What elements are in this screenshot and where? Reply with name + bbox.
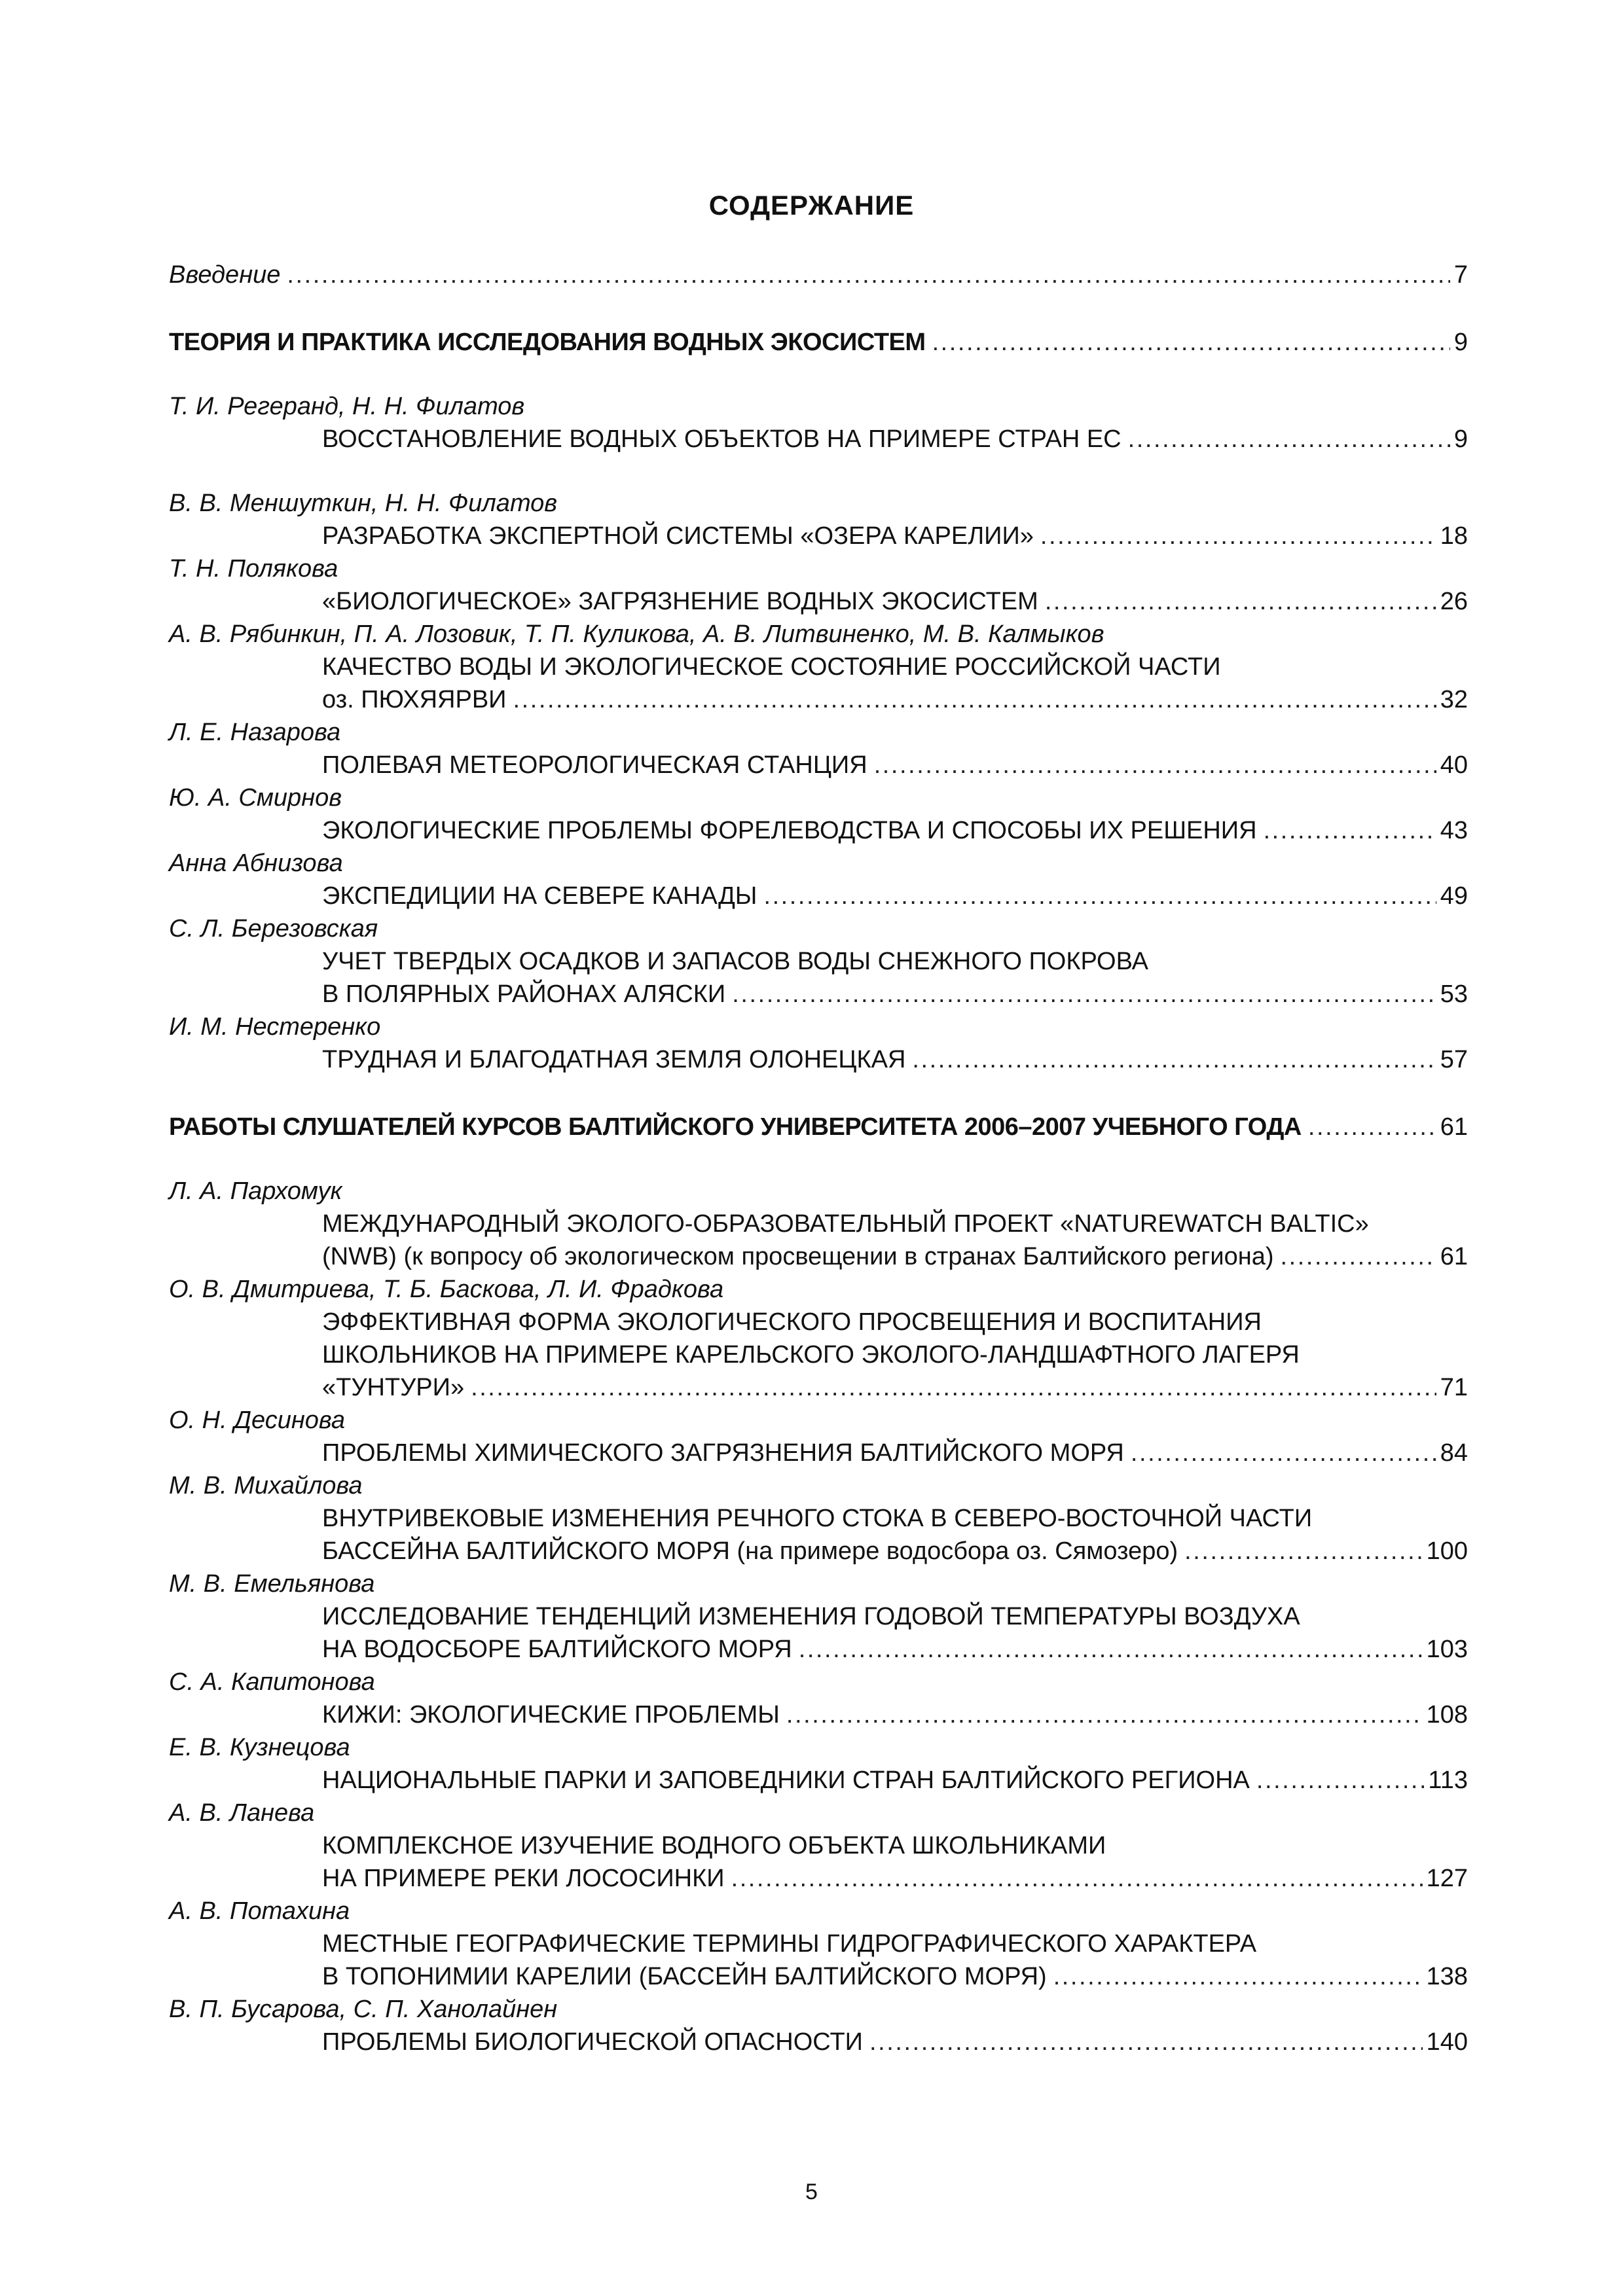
toc-entry-title-line: МЕСТНЫЕ ГЕОГРАФИЧЕСКИЕ ТЕРМИНЫ ГИДРОГРАФИЧЕСКОГО ХАРАКТЕРА xyxy=(322,1930,1257,1958)
toc-entry-authors: Ю. А. Смирнов xyxy=(169,784,342,812)
toc-entry xyxy=(169,390,1468,456)
toc-entry xyxy=(169,487,1468,552)
toc-entry-authors: Т. И. Регеранд, Н. Н. Филатов xyxy=(169,393,525,420)
toc-entry-title-text: КИЖИ: ЭКОЛОГИЧЕСКИЕ ПРОБЛЕМЫ xyxy=(322,1701,780,1729)
toc-entry-title[interactable] xyxy=(169,1862,1468,1895)
page-number: 5 xyxy=(805,2179,818,2204)
leader-dots xyxy=(732,978,1436,1011)
toc-entry-authors: О. Н. Десинова xyxy=(169,1407,346,1434)
toc-entry-title[interactable] xyxy=(169,2026,1468,2058)
leader-dots xyxy=(869,2026,1423,2058)
toc-entry-authors: Л. А. Пархомук xyxy=(169,1177,342,1205)
toc-entry-authors: В. П. Бусарова, С. П. Ханолайнен xyxy=(169,1996,558,2023)
toc-entry-title-line: ВНУТРИВЕКОВЫЕ ИЗМЕНЕНИЯ РЕЧНОГО СТОКА В СЕВЕРО-ВОСТОЧНОЙ ЧАСТИ xyxy=(322,1505,1313,1532)
toc-entry-title-text: ВОССТАНОВЛЕНИЕ ВОДНЫХ ОБЪЕКТОВ НА ПРИМЕРЕ СТРАН ЕС xyxy=(322,425,1122,453)
toc-entry-authors: Т. Н. Полякова xyxy=(169,555,338,583)
toc-entry-authors: И. М. Нестеренко xyxy=(169,1013,381,1041)
toc-entry xyxy=(169,781,1468,847)
toc-entry-title-text: ПРОБЛЕМЫ ХИМИЧЕСКОГО ЗАГРЯЗНЕНИЯ БАЛТИЙСКОГО МОРЯ xyxy=(322,1439,1124,1467)
page-title: СОДЕРЖАНИЕ xyxy=(708,190,915,221)
toc-entry-authors: С. А. Капитонова xyxy=(169,1668,375,1696)
toc-entry-title[interactable] xyxy=(169,1698,1468,1731)
toc-intro-line[interactable] xyxy=(169,259,1468,291)
toc-entry-authors: Анна Абнизова xyxy=(169,850,343,877)
leader-dots xyxy=(1281,1240,1436,1273)
toc-entry-title-page: 140 xyxy=(1426,2028,1468,2056)
toc-entry-authors: А. В. Ланева xyxy=(169,1799,315,1827)
toc-entry-title-text: ЭКОЛОГИЧЕСКИЕ ПРОБЛЕМЫ ФОРЕЛЕВОДСТВА И СПОСОБЫ ИХ РЕШЕНИЯ xyxy=(322,817,1257,844)
toc-entry-authors: Л. Е. Назарова xyxy=(169,719,341,746)
toc-entry-title-page: 32 xyxy=(1440,686,1468,713)
toc-entry-title-text: НАЦИОНАЛЬНЫЕ ПАРКИ И ЗАПОВЕДНИКИ СТРАН БАЛТИЙСКОГО РЕГИОНА xyxy=(322,1767,1250,1794)
toc-entry-authors: М. В. Емельянова xyxy=(169,1570,375,1598)
toc-entry-title-line: ИССЛЕДОВАНИЕ ТЕНДЕНЦИЙ ИЗМЕНЕНИЯ ГОДОВОЙ ТЕМПЕРАТУРЫ ВОЗДУХА xyxy=(322,1603,1300,1630)
toc-entry-title-text: ЭКСПЕДИЦИИ НА СЕВЕРЕ КАНАДЫ xyxy=(322,882,757,910)
spacer xyxy=(169,291,1468,326)
toc-entry-title-text: оз. ПЮХЯЯРВИ xyxy=(322,686,507,713)
leader-dots xyxy=(1184,1535,1422,1568)
toc-entry-authors: О. В. Дмитриева, Т. Б. Баскова, Л. И. Фрадкова xyxy=(169,1276,724,1303)
toc-entry-title-page: 108 xyxy=(1426,1701,1468,1729)
toc-entry-title[interactable] xyxy=(169,814,1468,847)
toc-section-heading-page: 61 xyxy=(1440,1113,1468,1141)
toc-entry-title-page: 100 xyxy=(1426,1537,1468,1565)
leader-dots xyxy=(731,1862,1423,1895)
toc-entry-title[interactable] xyxy=(169,1240,1468,1273)
toc-entry-title[interactable] xyxy=(169,520,1468,552)
toc-section-heading-text: РАБОТЫ СЛУШАТЕЛЕЙ КУРСОВ БАЛТИЙСКОГО УНИВЕРСИТЕТА 2006–2007 УЧЕБНОГО ГОДА xyxy=(169,1113,1302,1141)
toc-entry-title-page: 127 xyxy=(1426,1865,1468,1892)
toc-entry-title-text: ТРУДНАЯ И БЛАГОДАТНАЯ ЗЕМЛЯ ОЛОНЕЦКАЯ xyxy=(322,1046,906,1073)
leader-dots xyxy=(799,1633,1423,1666)
toc-entry-title-page: 61 xyxy=(1440,1243,1468,1270)
toc-entry-title-text: БАССЕЙНА БАЛТИЙСКОГО МОРЯ (на примере водосбора оз. Сямозеро) xyxy=(322,1537,1178,1565)
toc-entry-title-line: ШКОЛЬНИКОВ НА ПРИМЕРЕ КАРЕЛЬСКОГО ЭКОЛОГО-ЛАНДШАФТНОГО ЛАГЕРЯ xyxy=(322,1341,1300,1369)
leader-dots xyxy=(287,259,1450,291)
toc-entry xyxy=(169,1469,1468,1568)
toc-entry-title-text: НА ПРИМЕРЕ РЕКИ ЛОСОСИНКИ xyxy=(322,1865,725,1892)
toc-entry-title-page: 18 xyxy=(1440,522,1468,550)
spacer xyxy=(169,456,1468,487)
leader-dots xyxy=(513,683,1436,716)
table-of-contents xyxy=(169,259,1468,2058)
toc-entry-title[interactable] xyxy=(169,749,1468,781)
toc-intro-page: 7 xyxy=(1453,261,1468,289)
toc-entry-authors: С. Л. Березовская xyxy=(169,915,378,942)
toc-entry-title-text: НА ВОДОСБОРЕ БАЛТИЙСКОГО МОРЯ xyxy=(322,1636,792,1663)
toc-entry-title[interactable] xyxy=(169,1437,1468,1469)
toc-entry xyxy=(169,847,1468,912)
toc-entry-title-text: В ПОЛЯРНЫХ РАЙОНАХ АЛЯСКИ xyxy=(322,980,726,1008)
leader-dots xyxy=(1128,423,1450,456)
leader-dots xyxy=(763,880,1436,912)
toc-entry-title-line: УЧЕТ ТВЕРДЫХ ОСАДКОВ И ЗАПАСОВ ВОДЫ СНЕЖНОГО ПОКРОВА xyxy=(322,948,1148,975)
toc-entry-title-line: КОМПЛЕКСНОЕ ИЗУЧЕНИЕ ВОДНОГО ОБЪЕКТА ШКОЛЬНИКАМИ xyxy=(322,1832,1106,1859)
toc-entry-title-line: ЭФФЕКТИВНАЯ ФОРМА ЭКОЛОГИЧЕСКОГО ПРОСВЕЩЕНИЯ И ВОСПИТАНИЯ xyxy=(322,1308,1262,1336)
toc-entry-title[interactable] xyxy=(169,880,1468,912)
toc-entry-title-text: РАЗРАБОТКА ЭКСПЕРТНОЙ СИСТЕМЫ «ОЗЕРА КАРЕЛИИ» xyxy=(322,522,1034,550)
spacer xyxy=(169,1143,1468,1175)
toc-entry-title-text: В ТОПОНИМИИ КАРЕЛИИ (БАССЕЙН БАЛТИЙСКОГО МОРЯ) xyxy=(322,1963,1047,1990)
toc-entry-authors: Е. В. Кузнецова xyxy=(169,1734,350,1761)
toc-entry-title-page: 138 xyxy=(1426,1963,1468,1990)
toc-entry-title[interactable] xyxy=(169,585,1468,618)
toc-entry-title[interactable] xyxy=(169,1633,1468,1666)
toc-entry xyxy=(169,1797,1468,1895)
toc-section-heading-text: ТЕОРИЯ И ПРАКТИКА ИССЛЕДОВАНИЯ ВОДНЫХ ЭКОСИСТЕМ xyxy=(169,329,926,356)
toc-entry xyxy=(169,552,1468,618)
toc-entry-title-page: 9 xyxy=(1453,425,1468,453)
spacer xyxy=(169,1076,1468,1111)
toc-entry-title-page: 43 xyxy=(1440,817,1468,844)
toc-entry-title-page: 71 xyxy=(1440,1374,1468,1401)
toc-entry xyxy=(169,1993,1468,2058)
toc-entry-title-text: «БИОЛОГИЧЕСКОЕ» ЗАГРЯЗНЕНИЕ ВОДНЫХ ЭКОСИСТЕМ xyxy=(322,588,1038,615)
toc-entry xyxy=(169,1895,1468,1993)
leader-dots xyxy=(786,1698,1423,1731)
toc-entry-title[interactable] xyxy=(169,1535,1468,1568)
leader-dots xyxy=(1308,1111,1436,1143)
leader-dots xyxy=(1256,1764,1425,1797)
toc-entry xyxy=(169,1731,1468,1797)
toc-entry-title[interactable] xyxy=(169,1764,1468,1797)
leader-dots xyxy=(1040,520,1436,552)
toc-entry xyxy=(169,1175,1468,1273)
toc-section-heading[interactable] xyxy=(169,1111,1468,1143)
toc-intro-label: Введение xyxy=(169,261,281,289)
toc-entry xyxy=(169,716,1468,781)
toc-entry-title-text: (NWB) (к вопросу об экологическом просвещении в странах Балтийского региона) xyxy=(322,1243,1274,1270)
toc-entry-title[interactable] xyxy=(169,1043,1468,1076)
leader-dots xyxy=(1131,1437,1436,1469)
toc-entry-title[interactable] xyxy=(169,978,1468,1011)
toc-entry xyxy=(169,1404,1468,1469)
toc-entry-authors: А. В. Рябинкин, П. А. Лозовик, Т. П. Куликова, А. В. Литвиненко, М. В. Калмыков xyxy=(169,620,1104,648)
toc-entry-title[interactable] xyxy=(169,423,1468,456)
toc-entry xyxy=(169,912,1468,1011)
toc-entry xyxy=(169,1568,1468,1666)
toc-entry-title-page: 49 xyxy=(1440,882,1468,910)
toc-entry-title-text: ПРОБЛЕМЫ БИОЛОГИЧЕСКОЙ ОПАСНОСТИ xyxy=(322,2028,863,2056)
toc-entry-title-text: ПОЛЕВАЯ МЕТЕОРОЛОГИЧЕСКАЯ СТАНЦИЯ xyxy=(322,751,867,779)
leader-dots xyxy=(1045,585,1436,618)
toc-entry-title-line: МЕЖДУНАРОДНЫЙ ЭКОЛОГО-ОБРАЗОВАТЕЛЬНЫЙ ПРОЕКТ «NATUREWATCH BALTIC» xyxy=(322,1210,1369,1238)
toc-entry-title-line: КАЧЕСТВО ВОДЫ И ЭКОЛОГИЧЕСКОЕ СОСТОЯНИЕ РОССИЙСКОЙ ЧАСТИ xyxy=(322,653,1221,681)
toc-entry-authors: А. В. Потахина xyxy=(169,1897,350,1925)
toc-entry-title[interactable] xyxy=(169,1960,1468,1993)
toc-entry xyxy=(169,1011,1468,1076)
toc-section-heading[interactable] xyxy=(169,326,1468,359)
toc-entry-title-page: 103 xyxy=(1426,1636,1468,1663)
toc-entry-title-page: 26 xyxy=(1440,588,1468,615)
toc-section-heading-page: 9 xyxy=(1453,329,1468,356)
toc-entry-title-page: 113 xyxy=(1428,1767,1468,1794)
toc-entry-title-page: 53 xyxy=(1440,980,1468,1008)
toc-entry-title[interactable] xyxy=(169,683,1468,716)
toc-entry xyxy=(169,618,1468,716)
toc-entry-authors: В. В. Меншуткин, Н. Н. Филатов xyxy=(169,490,558,517)
toc-entry-title-page: 57 xyxy=(1440,1046,1468,1073)
leader-dots xyxy=(874,749,1436,781)
leader-dots xyxy=(471,1371,1436,1404)
toc-entry-title[interactable] xyxy=(169,1371,1468,1404)
toc-entry-title-page: 40 xyxy=(1440,751,1468,779)
spacer xyxy=(169,359,1468,390)
leader-dots xyxy=(1053,1960,1423,1993)
toc-entry xyxy=(169,1273,1468,1404)
toc-entry xyxy=(169,1666,1468,1731)
toc-entry-title-page: 84 xyxy=(1440,1439,1468,1467)
toc-entry-title-text: «ТУНТУРИ» xyxy=(322,1374,465,1401)
leader-dots xyxy=(932,326,1450,359)
leader-dots xyxy=(1264,814,1436,847)
leader-dots xyxy=(912,1043,1436,1076)
toc-entry-authors: М. В. Михайлова xyxy=(169,1472,363,1499)
